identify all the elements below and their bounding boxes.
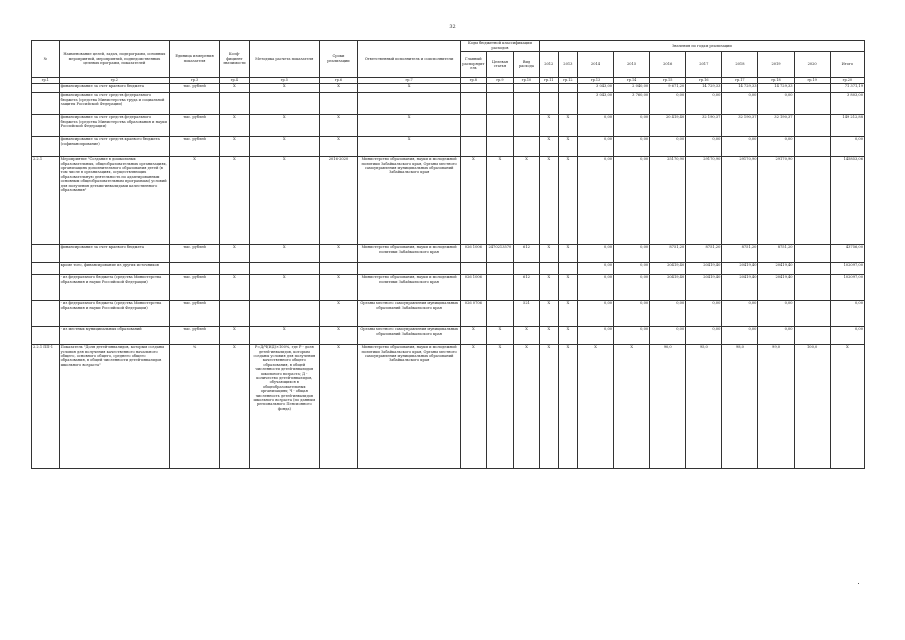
cell-cs (486, 83, 514, 92)
cell-num: 2.2.1 (32, 156, 60, 244)
cell-name: - из местных муниципальных образований (59, 326, 169, 344)
cell-responsible: Х (358, 83, 461, 92)
cell-2015: 0,00 (614, 274, 650, 300)
cell-period: 2016-2020 (319, 156, 357, 244)
cell-cs (486, 300, 514, 326)
cell-2020 (794, 83, 830, 92)
cell-2015: 0,00 (614, 300, 650, 326)
table-row (32, 114, 865, 136)
cell-2014: 3 043,00 (577, 83, 613, 92)
cell-coef: Х (220, 274, 250, 300)
cell-gr (461, 114, 486, 136)
cell-2013: Х (558, 300, 577, 326)
cell-2018: 20419,40 (722, 262, 758, 274)
header-kbk-cs: Целевая статья (486, 51, 514, 77)
col-number: гр.9 (486, 77, 514, 83)
cell-2013: Х (558, 244, 577, 262)
cell-2014: 0,00 (577, 244, 613, 262)
cell-unit (170, 262, 220, 274)
cell-coef: Х (220, 136, 250, 156)
cell-gr: 026 0706 (461, 300, 486, 326)
cell-2014: 0,00 (577, 114, 613, 136)
cell-responsible: Органы местного самоуправления муниципальных образований Забайкальского края (358, 300, 461, 326)
cell-2017: 8751,20 (686, 244, 722, 262)
cell-name: финансирование за счет средств федерального бюджета (средства Министерства образования и науки Российской Федерации) (59, 114, 169, 136)
cell-2019: 8751,20 (758, 244, 794, 262)
col-number: гр.15 (650, 77, 686, 83)
cell-method (249, 262, 319, 274)
header-responsible: Ответственный исполнитель и соисполнители (358, 41, 461, 78)
cell-2020 (794, 274, 830, 300)
cell-2014: 0,00 (577, 136, 613, 156)
cell-cs (486, 92, 514, 114)
col-number: гр.19 (794, 77, 830, 83)
cell-2013: Х (558, 344, 577, 468)
cell-2016: 0,00 (650, 300, 686, 326)
cell-2012: Х (539, 156, 558, 244)
cell-method: Х (249, 274, 319, 300)
cell-cs: Х (486, 326, 514, 344)
cell-vr (514, 83, 539, 92)
col-number: гр.17 (722, 77, 758, 83)
cell-unit: % (170, 344, 220, 468)
cell-period (319, 92, 357, 114)
cell-unit: Х (170, 156, 220, 244)
cell-total: 0,00 (830, 136, 864, 156)
header-kbk-gr: Главный распорядитель (461, 51, 486, 77)
cell-2015: 2 040,00 (614, 83, 650, 92)
cell-2017: 29170,90 (686, 156, 722, 244)
cell-2014: 0,00 (577, 300, 613, 326)
cell-2015: 0,00 (614, 114, 650, 136)
page-number: 32 (449, 24, 456, 30)
cell-responsible (358, 92, 461, 114)
cell-2020 (794, 300, 830, 326)
table-row (32, 344, 865, 468)
cell-2016: 0,00 (650, 136, 686, 156)
cell-num (32, 262, 60, 274)
cell-2016: 20419,40 (650, 274, 686, 300)
cell-2018: 0,00 (722, 136, 758, 156)
cell-2018: 8751,20 (722, 244, 758, 262)
cell-2020 (794, 244, 830, 262)
cell-responsible: Х (358, 136, 461, 156)
cell-method (249, 92, 319, 114)
cell-2013: Х (558, 114, 577, 136)
cell-2020 (794, 92, 830, 114)
col-number: гр.7 (358, 77, 461, 83)
cell-2018: 98,0 (722, 344, 758, 468)
cell-cs (486, 114, 514, 136)
cell-coef: Х (220, 83, 250, 92)
header-year: 2019 (758, 51, 794, 77)
cell-2017: 95,0 (686, 344, 722, 468)
cell-2015: 0,00 (614, 244, 650, 262)
col-number: гр.18 (758, 77, 794, 83)
cell-2012: Х (539, 326, 558, 344)
cell-unit: тыс. рублей (170, 300, 220, 326)
cell-period: Х (319, 83, 357, 92)
cell-2014: Х (577, 344, 613, 468)
header-year: 2020 (794, 51, 830, 77)
cell-period: Х (319, 300, 357, 326)
cell-cs: Х (486, 344, 514, 468)
col-number: гр.5 (249, 77, 319, 83)
cell-2013: Х (558, 326, 577, 344)
cell-2019: 20419,40 (758, 274, 794, 300)
cell-total: 149 212,88 (830, 114, 864, 136)
table-row (32, 262, 865, 274)
cell-vr (514, 136, 539, 156)
cell-2020 (794, 262, 830, 274)
cell-unit: тыс. рублей (170, 326, 220, 344)
cell-vr: Х (514, 156, 539, 244)
table-row (32, 244, 865, 262)
table-row (32, 300, 865, 326)
cell-period: Х (319, 326, 357, 344)
cell-unit: тыс. рублей (170, 244, 220, 262)
header-year: 2017 (686, 51, 722, 77)
cell-2017: 0,00 (686, 300, 722, 326)
header-period: Сроки реализации (319, 41, 357, 78)
cell-total: 0,00 (830, 326, 864, 344)
cell-gr (461, 83, 486, 92)
col-number: гр.14 (614, 77, 650, 83)
cell-coef (220, 262, 250, 274)
cell-2016: 9 671,20 (650, 83, 686, 92)
cell-num (32, 83, 60, 92)
cell-2017: 0,00 (686, 136, 722, 156)
cell-name: кроме того, финансирование из других источников (59, 262, 169, 274)
cell-2012: Х (539, 300, 558, 326)
cell-2016: 0,00 (650, 326, 686, 344)
cell-2012 (539, 262, 558, 274)
header-unit: Единица измерения показателя (170, 41, 220, 78)
header-num: № (32, 41, 60, 78)
header-year: 2013 (558, 51, 577, 77)
cell-period (319, 262, 357, 274)
header-kbk-vr: Вид расхода (514, 51, 539, 77)
header-year: 2012 (539, 51, 558, 77)
cell-name: финансирование за счет средств федерального бюджета (средства Министерства труда и социальной защиты Российской Федерации) (59, 92, 169, 114)
cell-name: - из федерального бюджета (средства Министерства образования и науки Российской Федерации) (59, 300, 169, 326)
cell-2018: 32 190,37 (722, 114, 758, 136)
cell-method: Х (249, 114, 319, 136)
col-number: гр.16 (686, 77, 722, 83)
table-row (32, 83, 865, 92)
col-number: гр.2 (59, 77, 169, 83)
cell-cs: Х (486, 156, 514, 244)
cell-2019: 99,0 (758, 344, 794, 468)
col-number: гр.11 (539, 77, 558, 83)
cell-gr: 026 1006 (461, 244, 486, 262)
scan-dot (858, 583, 859, 584)
cell-num (32, 274, 60, 300)
cell-total: 71 371,19 (830, 83, 864, 92)
col-number: гр.6 (319, 77, 357, 83)
cell-method: Х (249, 156, 319, 244)
cell-num: 2.2.1 ПП-1 (32, 344, 60, 468)
header-year: 2014 (577, 51, 613, 77)
cell-gr (461, 92, 486, 114)
cell-2016: 20419,40 (650, 262, 686, 274)
cell-method (249, 300, 319, 326)
cell-coef: Х (220, 114, 250, 136)
cell-2019: 0,00 (758, 300, 794, 326)
cell-2012: Х (539, 136, 558, 156)
cell-responsible: Министерство образования, науки и молодежной политики Забайкальского края (358, 244, 461, 262)
cell-period: Х (319, 344, 357, 468)
cell-2013: Х (558, 156, 577, 244)
cell-2019: 0,00 (758, 92, 794, 114)
cell-method: Х (249, 326, 319, 344)
cell-name: финансирование за счет средств краевого бюджета (софинансирование) (59, 136, 169, 156)
cell-2015: 0,00 (614, 156, 650, 244)
cell-total: Х (830, 344, 864, 468)
cell-period: Х (319, 244, 357, 262)
cell-coef (220, 300, 250, 326)
cell-2019: 32 190,37 (758, 114, 794, 136)
col-number: гр.8 (461, 77, 486, 83)
header-name: Наименование целей, задач, подпрограмм, основных мероприятий, мероприятий, подведомственных целевых программ, показателей (59, 41, 169, 78)
cell-2018: 29170,90 (722, 156, 758, 244)
cell-2016: 20 419,40 (650, 114, 686, 136)
cell-vr (514, 92, 539, 114)
cell-2014: 0,00 (577, 262, 613, 274)
header-year-total: Итого (830, 51, 864, 77)
cell-method: Х (249, 244, 319, 262)
cell-num (32, 136, 60, 156)
cell-method: Х (249, 136, 319, 156)
col-number: гр.20 (830, 77, 864, 83)
cell-vr: Х (514, 344, 539, 468)
cell-2018: 0,00 (722, 326, 758, 344)
cell-gr (461, 262, 486, 274)
header-values: Значения по годам реализации (539, 41, 864, 52)
cell-total: 102097,00 (830, 262, 864, 274)
cell-responsible: Министерство образования, науки и молодежной политики Забайкальского края, Органы местного самоуправления муниципальных образований Забайкальского края (358, 156, 461, 244)
cell-num (32, 244, 60, 262)
cell-2019: 0,00 (758, 326, 794, 344)
header-year: 2015 (614, 51, 650, 77)
table-row (32, 326, 865, 344)
cell-2012 (539, 92, 558, 114)
cell-2012: Х (539, 244, 558, 262)
cell-2019: 29170,90 (758, 156, 794, 244)
cell-2015: 0,00 (614, 136, 650, 156)
cell-2018: 14 729,33 (722, 83, 758, 92)
cell-2016: 8751,20 (650, 244, 686, 262)
cell-num (32, 92, 60, 114)
cell-method: Х (249, 83, 319, 92)
header-year: 2016 (650, 51, 686, 77)
col-number: гр.3 (170, 77, 220, 83)
col-number: гр.4 (220, 77, 250, 83)
cell-2017: 0,00 (686, 326, 722, 344)
header-coef: Коэф-фициент значимости (220, 41, 250, 78)
cell-vr: Х (514, 326, 539, 344)
cell-2016: 90,0 (650, 344, 686, 468)
cell-cs: 2470213570 (486, 244, 514, 262)
cell-2013 (558, 262, 577, 274)
cell-2014: 0,00 (577, 156, 613, 244)
cell-name: финансирование за счет краевого бюджета (59, 244, 169, 262)
cell-2019: 14 729,33 (758, 83, 794, 92)
cell-2020 (794, 156, 830, 244)
col-number: гр.10 (514, 77, 539, 83)
program-table (31, 40, 865, 469)
cell-method: Р=Д/Ч(ИД)×100%, где Р - доля детей-инвалидов, которым созданы условия для получения качественного общего образования, в общей численности детей-инвалидов школьного возраста; Д - количество детей-инвалидов, обучающихся в общеобразовательных организациях; Ч - общая численность детей-инвалидов школьного возраста (по данным регионального Пенсионного фонда) (249, 344, 319, 468)
cell-2013 (558, 92, 577, 114)
cell-period: Х (319, 274, 357, 300)
cell-2015: 3 760,00 (614, 92, 650, 114)
cell-total: 145853,06 (830, 156, 864, 244)
table-row (32, 92, 865, 114)
table-row (32, 156, 865, 244)
cell-2020 (794, 326, 830, 344)
col-number: гр.12 (558, 77, 577, 83)
cell-2017: 0,00 (686, 92, 722, 114)
cell-cs (486, 274, 514, 300)
cell-unit: тыс. рублей (170, 136, 220, 156)
cell-2013: Х (558, 274, 577, 300)
cell-unit: тыс. рублей (170, 114, 220, 136)
header-method: Методика расчета показателя (249, 41, 319, 78)
cell-responsible: Х (358, 114, 461, 136)
cell-num (32, 326, 60, 344)
cell-unit (170, 92, 220, 114)
cell-responsible: Министерство образования, науки и молодежной политики Забайкальского края (358, 274, 461, 300)
cell-2014: 0,00 (577, 274, 613, 300)
cell-2012: Х (539, 114, 558, 136)
cell-2018: 0,00 (722, 300, 758, 326)
cell-name: - из федерального бюджета (средства Министерства образования и науки Российской Федерации) (59, 274, 169, 300)
col-number: гр.1 (32, 77, 60, 83)
cell-total: 43756,00 (830, 244, 864, 262)
cell-responsible: Министерство образования, науки и молодежной политики Забайкальского края, Органы местного самоуправления муниципальных образований Забайкальского края (358, 344, 461, 468)
cell-num (32, 300, 60, 326)
header-kbk: Коды бюджетной классификации расходов (461, 41, 540, 52)
cell-name: Мероприятие "Создание в дошкольных образовательных, общеобразовательных организациях, организациях дополнительного образования детей (в том числе в организациях, осуществляющих образовательную деятельность по адаптированным основным общеобразовательным программам) условий для получения детьми-инвалидами качественного образования" (59, 156, 169, 244)
cell-coef (220, 92, 250, 114)
cell-2019: 0,00 (758, 136, 794, 156)
cell-2018: 0,00 (722, 92, 758, 114)
cell-gr: 026 1006 (461, 274, 486, 300)
cell-2012: Х (539, 344, 558, 468)
cell-vr (514, 114, 539, 136)
cell-gr (461, 136, 486, 156)
cell-2017: 20419,40 (686, 274, 722, 300)
cell-period: Х (319, 114, 357, 136)
cell-coef: Х (220, 326, 250, 344)
cell-2017: 20419,40 (686, 262, 722, 274)
cell-2017: 32 190,37 (686, 114, 722, 136)
cell-vr: 612 (514, 274, 539, 300)
cell-gr: Х (461, 156, 486, 244)
cell-2015: 0,00 (614, 326, 650, 344)
cell-responsible (358, 262, 461, 274)
table-row (32, 136, 865, 156)
cell-2014: 3 043,00 (577, 92, 613, 114)
cell-num (32, 114, 60, 136)
cell-unit: тыс. рублей (170, 83, 220, 92)
cell-2019: 20419,40 (758, 262, 794, 274)
cell-name: финансирование за счет краевого бюджета (59, 83, 169, 92)
cell-2018: 20419,40 (722, 274, 758, 300)
cell-2017: 14 729,33 (686, 83, 722, 92)
cell-vr (514, 262, 539, 274)
cell-gr: Х (461, 326, 486, 344)
cell-2015: 0,00 (614, 262, 650, 274)
cell-2015: Х (614, 344, 650, 468)
cell-vr: 612 (514, 244, 539, 262)
cell-total: 102097,00 (830, 274, 864, 300)
cell-2016: 0,00 (650, 92, 686, 114)
cell-vr: 521 (514, 300, 539, 326)
cell-name: Показатель "Доля детей-инвалидов, которым созданы условия для получения качественного начального общего, основного общего, среднего общего образования, в общей численности детей-инвалидов школьного возраста" (59, 344, 169, 468)
table-row (32, 274, 865, 300)
col-number: гр.13 (577, 77, 613, 83)
cell-period: Х (319, 136, 357, 156)
cell-2016: 25170,90 (650, 156, 686, 244)
cell-total: 3 803,00 (830, 92, 864, 114)
cell-cs (486, 136, 514, 156)
cell-unit: тыс. рублей (170, 274, 220, 300)
cell-coef: Х (220, 156, 250, 244)
cell-coef: Х (220, 344, 250, 468)
cell-responsible: Органы местного самоуправления муниципальных образований Забайкальского края (358, 326, 461, 344)
cell-cs (486, 262, 514, 274)
cell-2014: 0,00 (577, 326, 613, 344)
cell-2020 (794, 114, 830, 136)
header-year: 2018 (722, 51, 758, 77)
cell-2020 (794, 136, 830, 156)
cell-2013 (558, 83, 577, 92)
cell-2012: Х (539, 274, 558, 300)
cell-coef: Х (220, 244, 250, 262)
cell-2012 (539, 83, 558, 92)
cell-2013: Х (558, 136, 577, 156)
cell-gr: Х (461, 344, 486, 468)
cell-total: 0,00 (830, 300, 864, 326)
cell-2020: 100,0 (794, 344, 830, 468)
